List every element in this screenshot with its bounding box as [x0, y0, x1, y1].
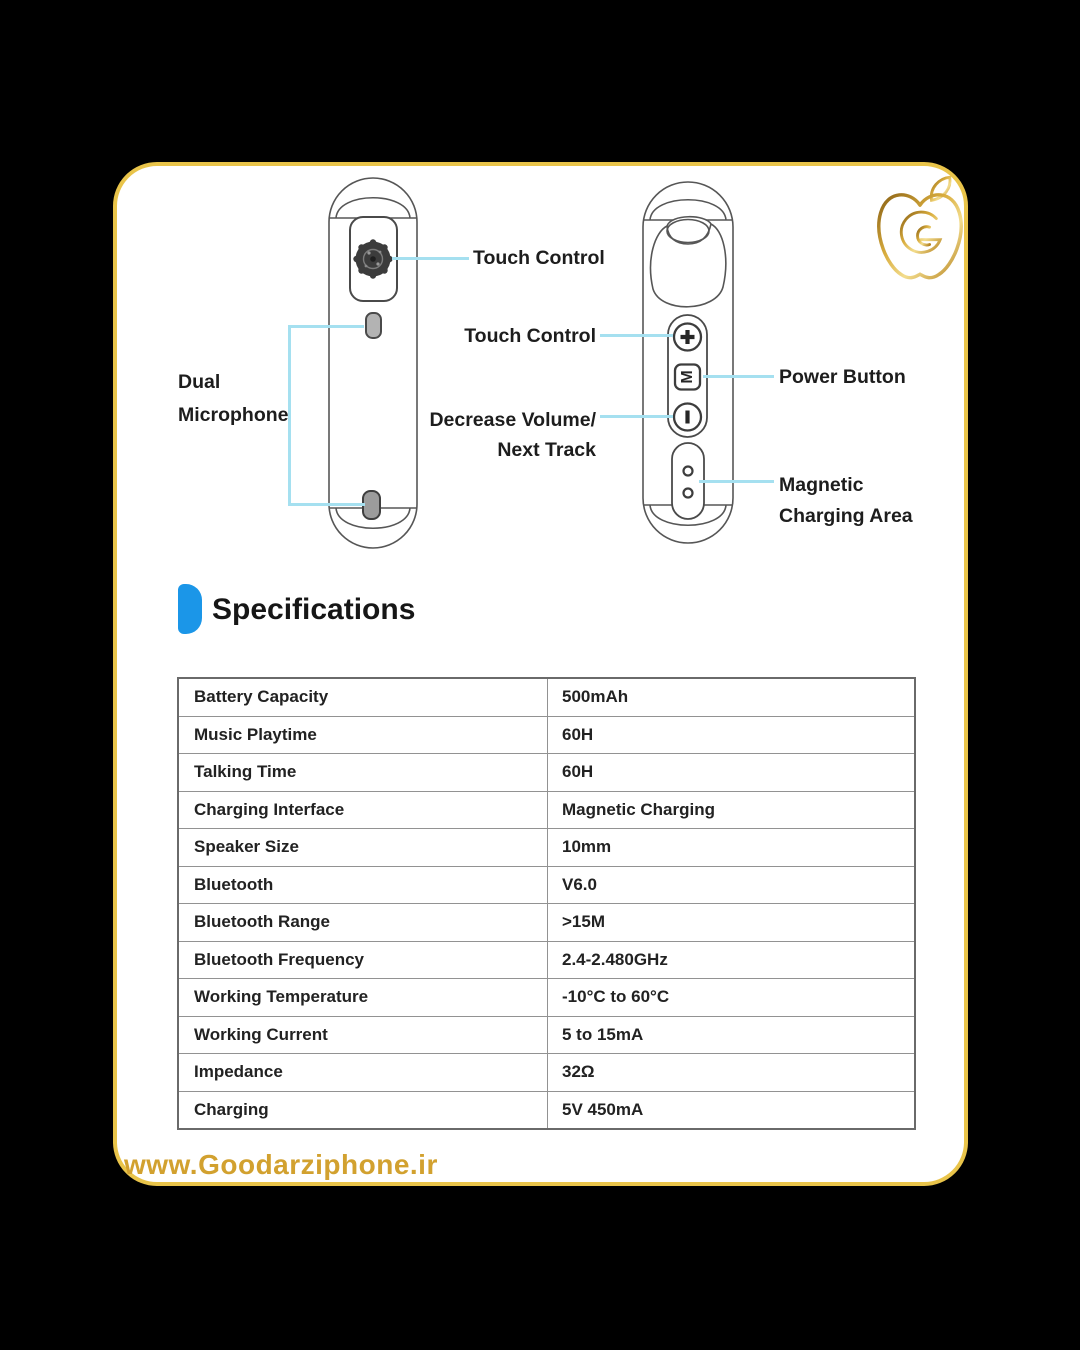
- label-dual-line2: Microphone: [178, 404, 289, 426]
- connector-touch-side: [600, 334, 673, 337]
- connector-dual-mic-bottom: [288, 503, 365, 506]
- svg-text:M: M: [679, 370, 696, 384]
- spec-label: Working Current: [194, 1024, 328, 1044]
- spec-label: Bluetooth Frequency: [194, 949, 365, 969]
- spec-value: Magnetic Charging: [547, 792, 914, 829]
- section-marker-icon: [178, 584, 202, 634]
- spec-label: Impedance: [194, 1062, 283, 1082]
- goodarzi-gold-apple-logo-icon: [872, 174, 968, 290]
- earbud-side-diagram: [638, 175, 738, 550]
- label-touch-control-side: Touch Control: [464, 325, 596, 347]
- spec-table-row: [179, 716, 914, 754]
- spec-value: 60H: [547, 717, 914, 754]
- spec-value: 5V 450mA: [547, 1092, 914, 1129]
- spec-value: -10°C to 60°C: [547, 979, 914, 1016]
- connector-decrease-volume: [600, 415, 673, 418]
- label-decrease-line1: Decrease Volume/: [429, 409, 596, 431]
- connector-power-button: [703, 375, 774, 378]
- spec-value: V6.0: [547, 867, 914, 904]
- spec-table-row: [179, 866, 914, 904]
- ear-tip-icon: [651, 217, 726, 307]
- spec-table-row: [179, 679, 914, 716]
- spec-value: 10mm: [547, 829, 914, 866]
- spec-table-row: [179, 828, 914, 866]
- spec-table-row: [179, 791, 914, 829]
- label-decrease-line2: Next Track: [497, 439, 596, 461]
- microphone-hole-top-icon: [366, 313, 381, 338]
- spec-value: 2.4-2.480GHz: [547, 942, 914, 979]
- website-url: www.Goodarziphone.ir: [124, 1149, 438, 1180]
- spec-label: Bluetooth: [194, 874, 274, 894]
- spec-table: [177, 677, 916, 1130]
- spec-label: Battery Capacity: [194, 687, 329, 707]
- label-touch-control-top: Touch Control: [473, 247, 605, 269]
- label-power-button: Power Button: [779, 366, 906, 388]
- section-title: Specifications: [212, 593, 416, 626]
- connector-touch-top: [392, 257, 469, 260]
- spec-label: Charging Interface: [194, 799, 345, 819]
- spec-table-row: [179, 903, 914, 941]
- spec-table-row: [179, 941, 914, 979]
- spec-label: Charging: [194, 1099, 269, 1119]
- spec-label: Speaker Size: [194, 837, 299, 857]
- label-magnetic-line1: Magnetic: [779, 474, 864, 496]
- spec-value: 60H: [547, 754, 914, 791]
- spec-table-row: [179, 1016, 914, 1054]
- spec-table-row: [179, 753, 914, 791]
- spec-value: 500mAh: [547, 679, 914, 716]
- label-dual-microphone: [178, 366, 289, 432]
- spec-value: 5 to 15mA: [547, 1017, 914, 1054]
- spec-value: >15M: [547, 904, 914, 941]
- spec-table-row: [179, 978, 914, 1016]
- spec-label: Bluetooth Range: [194, 912, 330, 932]
- spec-value: 32Ω: [547, 1054, 914, 1091]
- spec-label: Talking Time: [194, 762, 297, 782]
- microphone-hole-bottom-icon: [363, 491, 380, 519]
- spec-table-row: [179, 1053, 914, 1091]
- label-magnetic-line2: Charging Area: [779, 505, 913, 527]
- connector-magnetic-area: [699, 480, 774, 483]
- spec-label: Music Playtime: [194, 724, 317, 744]
- label-decrease-volume: [400, 405, 596, 465]
- spec-table-row: [179, 1091, 914, 1129]
- earbud-back-diagram: [325, 172, 421, 556]
- spec-label: Working Temperature: [194, 987, 369, 1007]
- label-magnetic-charging: [779, 470, 913, 532]
- connector-dual-mic-top: [288, 325, 364, 328]
- label-dual-line1: Dual: [178, 371, 221, 393]
